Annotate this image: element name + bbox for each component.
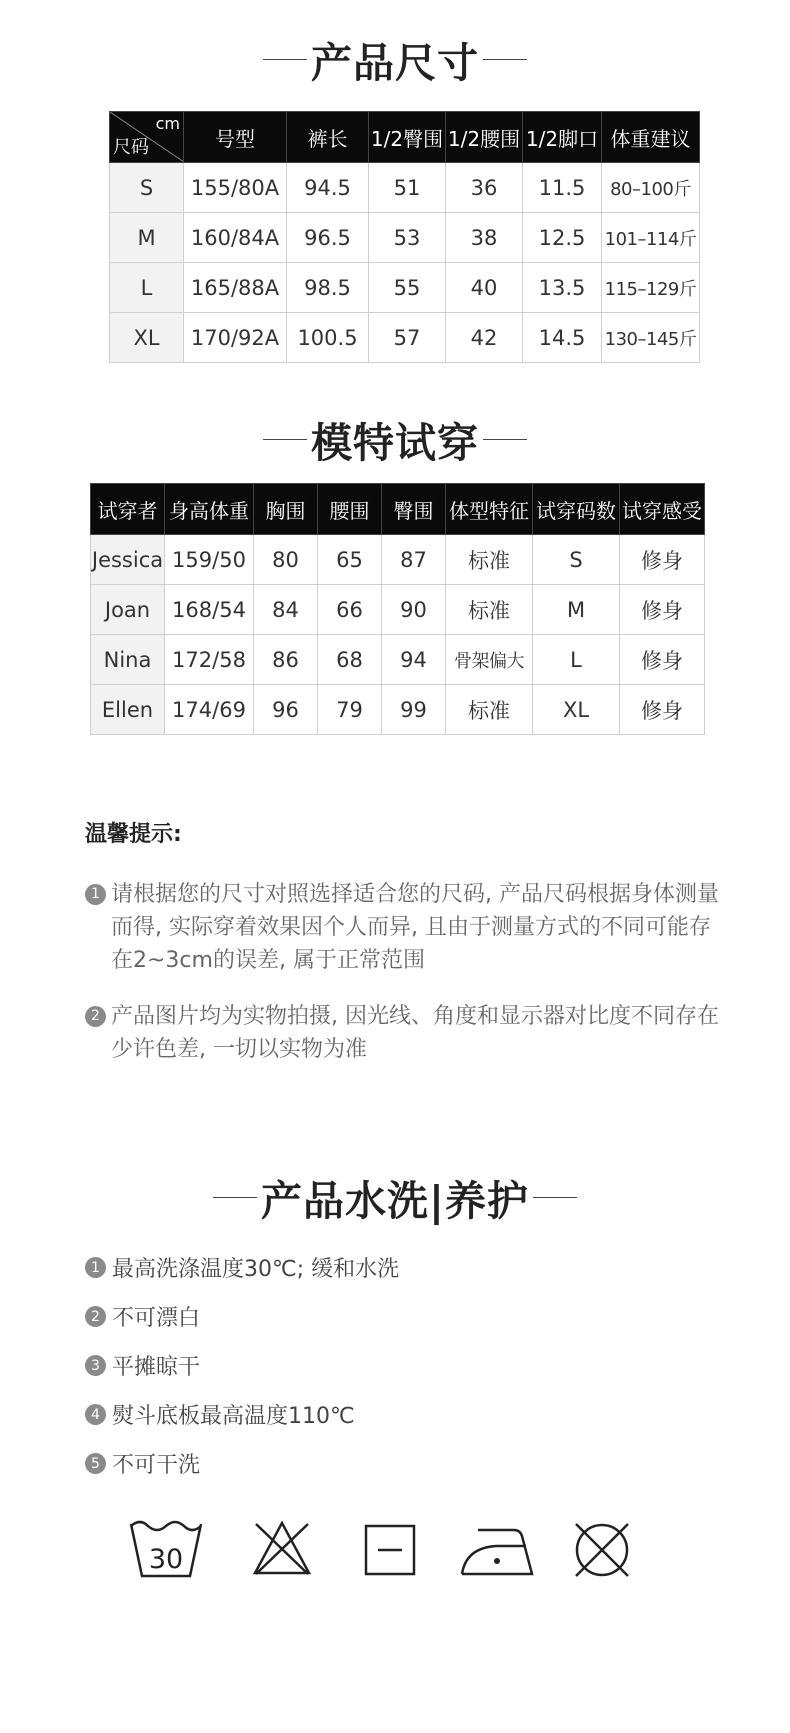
model-cell: 84 xyxy=(254,585,318,635)
model-header-cell: 试穿者 xyxy=(91,484,165,535)
model-cell: 96 xyxy=(254,685,318,735)
size-cell: 51 xyxy=(369,163,446,213)
size-cell: 57 xyxy=(369,313,446,363)
model-cell: Jessica xyxy=(91,535,165,585)
model-header-cell: 腰围 xyxy=(318,484,382,535)
size-header-cell: 号型 xyxy=(184,112,287,163)
care-text: 熨斗底板最高温度110℃ xyxy=(112,1404,355,1429)
table-row xyxy=(110,213,700,263)
care-item xyxy=(85,1252,399,1283)
size-cell: XL xyxy=(110,313,184,363)
model-cell: 68 xyxy=(318,635,382,685)
model-cell: 99 xyxy=(382,685,446,735)
size-header-cell: 1/2腰围 xyxy=(446,112,523,163)
model-cell: 174/69 xyxy=(165,685,254,735)
wash-temp-label: 30 xyxy=(148,1544,184,1575)
table-row xyxy=(110,263,700,313)
size-cell: 40 xyxy=(446,263,523,313)
size-cell: L xyxy=(110,263,184,313)
care-text: 平摊晾干 xyxy=(112,1355,201,1380)
wash-30-icon xyxy=(128,1516,204,1580)
size-cell: S xyxy=(110,163,184,213)
number-badge-icon: 4 xyxy=(85,1404,106,1425)
care-item xyxy=(85,1399,355,1430)
model-cell: 94 xyxy=(382,635,446,685)
model-cell: 骨架偏大 xyxy=(446,635,533,685)
model-cell: 标准 xyxy=(446,535,533,585)
corner-unit: cm xyxy=(155,114,180,133)
size-cell: 14.5 xyxy=(523,313,602,363)
care-section-title xyxy=(0,1168,790,1227)
care-text: 不可干洗 xyxy=(112,1453,201,1478)
model-cell: Ellen xyxy=(91,685,165,735)
size-cell: 100.5 xyxy=(287,313,369,363)
model-cell: 168/54 xyxy=(165,585,254,635)
model-header-cell: 试穿码数 xyxy=(533,484,620,535)
size-header-cell: 裤长 xyxy=(287,112,369,163)
size-cell: 55 xyxy=(369,263,446,313)
model-section-title xyxy=(0,410,790,469)
size-cell: 94.5 xyxy=(287,163,369,213)
size-cell: 155/80A xyxy=(184,163,287,213)
care-item xyxy=(85,1301,200,1332)
size-cell: 101–114斤 xyxy=(602,213,700,263)
model-cell: 65 xyxy=(318,535,382,585)
iron-low-icon xyxy=(460,1524,534,1576)
model-cell: 79 xyxy=(318,685,382,735)
care-item xyxy=(85,1350,200,1381)
number-badge-icon: 5 xyxy=(85,1453,106,1474)
size-cell: 53 xyxy=(369,213,446,263)
size-cell: 160/84A xyxy=(184,213,287,263)
model-cell: 66 xyxy=(318,585,382,635)
size-cell: 80–100斤 xyxy=(602,163,700,213)
table-row xyxy=(91,535,705,585)
care-text: 不可漂白 xyxy=(112,1306,201,1331)
size-cell: 11.5 xyxy=(523,163,602,213)
size-cell: 98.5 xyxy=(287,263,369,313)
tip-text: 请根据您的尺寸对照选择适合您的尺码, 产品尺码根据身体测量而得, 实际穿着效果因个人而异, 且由于测量方式的不同可能存在2~3cm的误差, 属于正常范围 xyxy=(111,882,719,973)
size-cell: 38 xyxy=(446,213,523,263)
size-cell: 165/88A xyxy=(184,263,287,313)
tip-item xyxy=(85,878,725,977)
title-left-rule xyxy=(263,59,307,60)
number-badge-icon: 1 xyxy=(85,1257,106,1278)
size-cell: M xyxy=(110,213,184,263)
number-badge-icon: 3 xyxy=(85,1355,106,1376)
model-header-cell: 体型特征 xyxy=(446,484,533,535)
no-bleach-icon xyxy=(252,1520,312,1576)
tip-text: 产品图片均为实物拍摄, 因光线、角度和显示器对比度不同存在少许色差, 一切以实物为准 xyxy=(111,1004,719,1062)
size-header-cell: 1/2脚口 xyxy=(523,112,602,163)
size-cell: 96.5 xyxy=(287,213,369,263)
size-title-text: 产品尺寸 xyxy=(311,39,479,87)
size-header-cell: 体重建议 xyxy=(602,112,700,163)
model-cell: 修身 xyxy=(620,535,705,585)
model-cell: 修身 xyxy=(620,585,705,635)
model-cell: 159/50 xyxy=(165,535,254,585)
table-row xyxy=(91,585,705,635)
model-cell: 标准 xyxy=(446,685,533,735)
care-title-text: 产品水洗|养护 xyxy=(261,1177,529,1225)
no-dry-clean-icon xyxy=(572,1520,632,1580)
size-cell: 12.5 xyxy=(523,213,602,263)
model-cell: Nina xyxy=(91,635,165,685)
tip-item xyxy=(85,1000,725,1066)
care-item xyxy=(85,1448,200,1479)
title-left-rule xyxy=(263,439,307,440)
number-badge-icon: 2 xyxy=(85,1006,106,1027)
model-cell: 标准 xyxy=(446,585,533,635)
model-table-header xyxy=(91,484,705,535)
size-cell: 36 xyxy=(446,163,523,213)
size-cell: 115–129斤 xyxy=(602,263,700,313)
table-row xyxy=(110,313,700,363)
size-cell: 13.5 xyxy=(523,263,602,313)
title-right-rule xyxy=(483,439,527,440)
size-section-title xyxy=(0,30,790,89)
number-badge-icon: 2 xyxy=(85,1306,106,1327)
title-right-rule xyxy=(483,59,527,60)
model-header-cell: 身高体重 xyxy=(165,484,254,535)
tips-title: 温馨提示: xyxy=(85,822,182,847)
model-cell: L xyxy=(533,635,620,685)
size-corner-cell xyxy=(110,112,184,163)
model-cell: S xyxy=(533,535,620,585)
model-header-cell: 臀围 xyxy=(382,484,446,535)
title-right-rule xyxy=(533,1197,577,1198)
model-header-cell: 胸围 xyxy=(254,484,318,535)
model-cell: 172/58 xyxy=(165,635,254,685)
model-cell: M xyxy=(533,585,620,635)
model-cell: 87 xyxy=(382,535,446,585)
care-text: 最高洗涤温度30℃; 缓和水洗 xyxy=(112,1257,400,1282)
model-cell: 90 xyxy=(382,585,446,635)
table-row xyxy=(110,163,700,213)
size-cell: 42 xyxy=(446,313,523,363)
size-cell: 170/92A xyxy=(184,313,287,363)
corner-label: 尺码 xyxy=(113,137,149,158)
model-cell: XL xyxy=(533,685,620,735)
model-title-text: 模特试穿 xyxy=(311,419,479,467)
model-cell: 86 xyxy=(254,635,318,685)
size-header-cell: 1/2臀围 xyxy=(369,112,446,163)
size-cell: 130–145斤 xyxy=(602,313,700,363)
model-header-cell: 试穿感受 xyxy=(620,484,705,535)
model-cell: 80 xyxy=(254,535,318,585)
size-table xyxy=(109,111,700,363)
title-left-rule xyxy=(213,1197,257,1198)
model-cell: 修身 xyxy=(620,685,705,735)
table-row xyxy=(91,635,705,685)
dry-flat-icon xyxy=(364,1524,416,1576)
number-badge-icon: 1 xyxy=(85,884,106,905)
table-row xyxy=(91,685,705,735)
model-cell: 修身 xyxy=(620,635,705,685)
model-cell: Joan xyxy=(91,585,165,635)
model-table xyxy=(90,483,705,735)
size-table-header xyxy=(110,112,700,163)
